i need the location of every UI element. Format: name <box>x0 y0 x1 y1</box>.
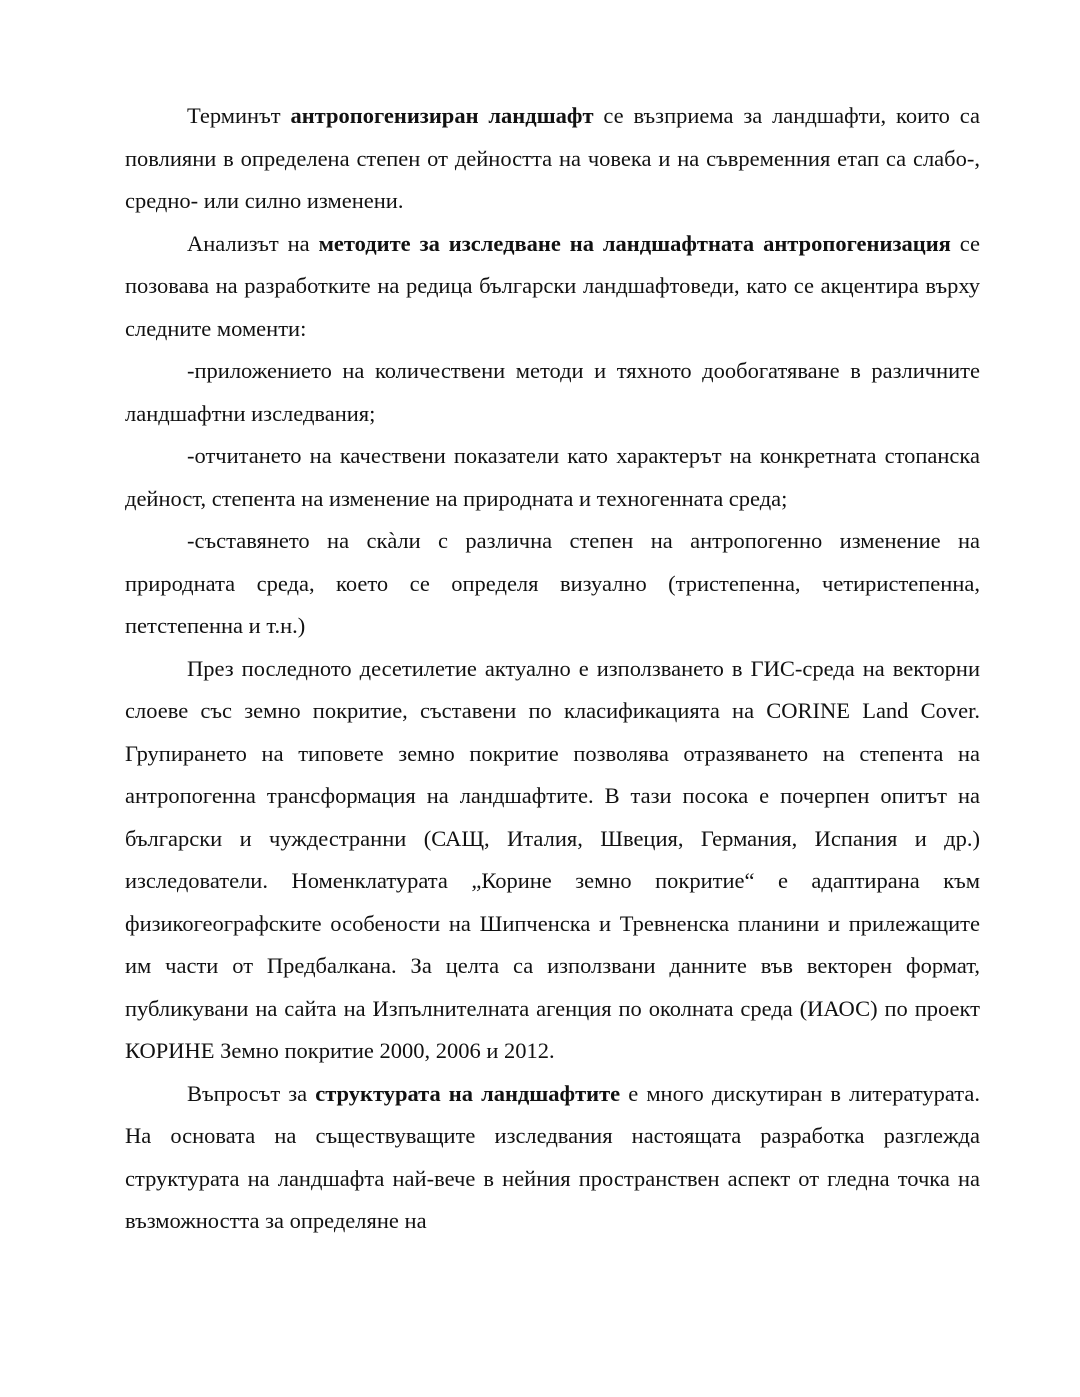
paragraph-2 <box>125 223 980 351</box>
p6-text: През последното десетилетие актуално е използването в ГИС-среда на векторни слоеве със земно покритие, съставени по класификацията на CORINE Land Cover. Групирането на типовете земно покритие позволява отразяването на степента на антропогенна трансформация на ландшафтите. В тази посока е почерпен опитът на български и чуждестранни (САЩ, Италия, Швеция, Германия, Испания и др.) изследователи. Номенклатурата „Корине земно покритие“ е адаптирана към физикогеографските особености на Шипченска и Тревненска планини и прилежащите им части от Предбалкана. За целта са използвани данните във векторен формат, публикувани на сайта на Изпълнителната агенция по околната среда (ИАОС) по проект КОРИНЕ Земно покритие 2000, 2006 и 2012. <box>125 655 980 1063</box>
document-page <box>125 95 980 1243</box>
list-item-qualitative-indicators <box>125 435 980 520</box>
list-item-quantitative-methods <box>125 350 980 435</box>
p4-text: -отчитането на качествени показатели като характерът на конкретната стопанска дейност, степента на изменение на природната и техногенната среда; <box>125 443 980 511</box>
paragraph-1 <box>125 95 980 223</box>
term-research-methods: методите за изследване на ландшафтната антропогенизация <box>318 230 951 256</box>
p1-text-cont: се възприема за ландшафти, които са повлияни в определена степен от дейността на човека и на съвременния етап са слабо-, средно- или силно изменени. <box>125 103 981 213</box>
p2-text-cont: се позовава на разработките на редица български ландшафтоведи, като се акцентира върху следните моменти: <box>125 230 981 341</box>
p3-text: -приложението на количествени методи и тяхното дообогатяване в различните ландшафтни изследвания; <box>125 358 980 426</box>
p7-text: Въпросът за <box>187 1080 316 1106</box>
p5-text: -съставянето на скàли с различна степен на антропогенно изменение на природната среда, което се определя визуално (тристепенна, четиристепенна, петстепенна и т.н.) <box>125 528 980 638</box>
p1-text: Терминът <box>187 103 291 128</box>
term-anthropogenized-landscape: антропогенизиран ландшафт <box>290 103 594 128</box>
p7-text-cont: е много дискутиран в литературата. На основата на съществуващите изследвания настоящата разработка разглежда структурата на ландшафта най-вече в нейния пространствен аспект от гледна точка на възможността за определяне на <box>125 1080 981 1233</box>
paragraph-structure <box>125 1073 980 1243</box>
p2-text: Анализът на <box>187 230 319 256</box>
term-landscape-structure: структурата на ландшафтите <box>315 1080 621 1106</box>
paragraph-corine <box>125 648 980 1073</box>
list-item-scales <box>125 520 980 648</box>
